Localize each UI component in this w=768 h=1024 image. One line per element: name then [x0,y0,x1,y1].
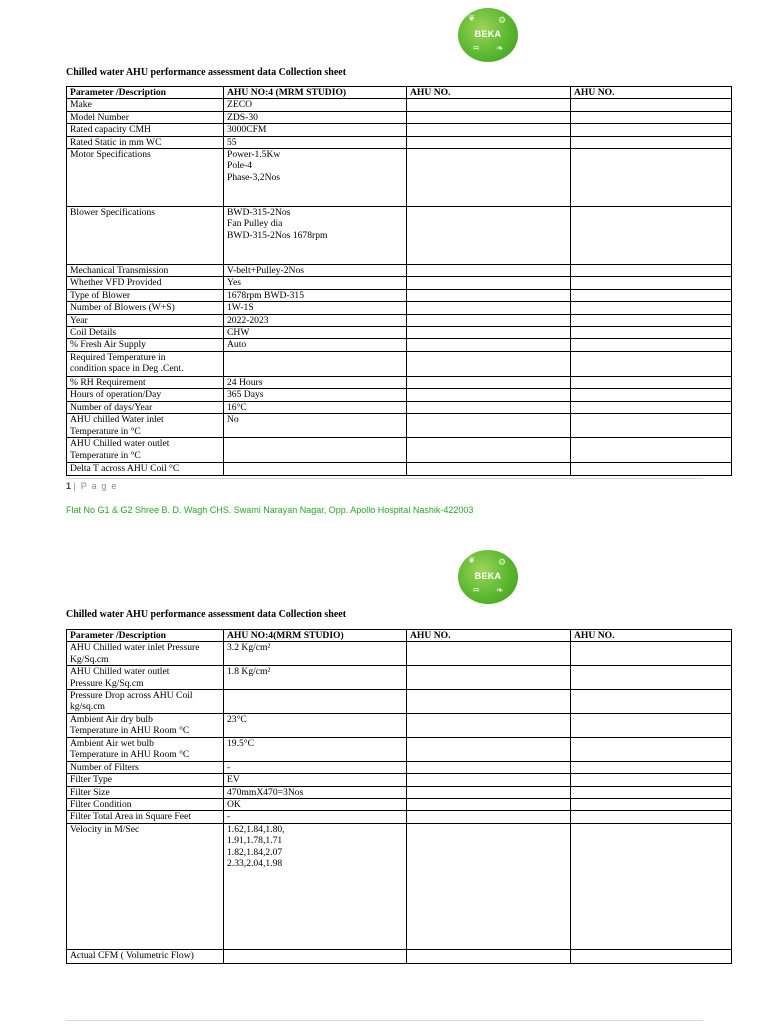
table-row [67,124,732,136]
empty-cell [407,438,571,463]
value-cell: No [224,414,407,438]
empty-cell [571,351,732,376]
table-row [67,463,732,475]
gear-icon: ⚙ [498,16,507,26]
table-row [67,811,732,823]
empty-cell [407,690,571,714]
column-header: Parameter /Description [67,630,224,642]
table-row [67,207,732,265]
table-row [67,314,732,326]
table-row [67,823,732,949]
value-cell: V-belt+Pulley-2Nos [224,265,407,277]
value-cell: ZECO [224,99,407,111]
empty-cell [571,713,732,737]
empty-cell [407,666,571,690]
value-cell [224,438,407,463]
table-row [67,277,732,289]
parameter-cell: Make [67,99,224,111]
column-header: Parameter /Description [67,87,224,99]
logo-text: BEKA [474,29,502,39]
table-row [67,302,732,314]
gear-icon: ⚙ [498,558,507,568]
table-row [67,99,732,111]
empty-cell [407,351,571,376]
empty-cell [407,149,571,207]
empty-cell [407,463,571,475]
value-cell [224,690,407,714]
beka-logo [458,8,518,62]
leaf-icon: ❦ [468,556,476,566]
value-cell: Yes [224,277,407,289]
table-row [67,289,732,301]
empty-cell [407,799,571,811]
empty-cell [407,265,571,277]
value-cell: CHW [224,327,407,339]
parameter-cell: Delta T across AHU Coil °C [67,463,224,475]
empty-cell [407,389,571,401]
parameter-cell: % RH Requirement [67,376,224,388]
empty-cell [407,111,571,123]
parameter-cell: Ambient Air wet bulb Temperature in AHU Room °C [67,737,224,761]
empty-cell [407,277,571,289]
parameter-cell: Motor Specifications [67,149,224,207]
empty-cell [571,314,732,326]
parameter-cell: Coil Details [67,327,224,339]
table-row [67,438,732,463]
value-cell: 3000CFM [224,124,407,136]
sheet-title: Chilled water AHU performance assessment data Collection sheet [66,67,347,78]
column-header: AHU NO. [571,630,732,642]
empty-cell [407,949,571,963]
value-cell [224,949,407,963]
page-label: | P a g e [73,481,118,491]
table-row [67,136,732,148]
table-row [67,327,732,339]
parameter-cell: Filter Total Area in Square Feet [67,811,224,823]
ahu-data-table-page1 [66,86,732,476]
parameter-cell: Number of Blowers (W+S) [67,302,224,314]
table-row [67,666,732,690]
value-cell: 365 Days [224,389,407,401]
footer-divider [66,478,703,479]
empty-cell [571,666,732,690]
value-cell: OK [224,799,407,811]
value-cell: 2022-2023 [224,314,407,326]
empty-cell [571,207,732,265]
empty-cell [407,761,571,773]
parameter-cell: AHU Chilled water inlet Pressure Kg/Sq.cm [67,642,224,666]
empty-cell [407,774,571,786]
parameter-cell: Ambient Air dry bulb Temperature in AHU Room °C [67,713,224,737]
empty-cell [571,99,732,111]
parameter-cell: Type of Blower [67,289,224,301]
empty-cell [407,327,571,339]
empty-cell [407,99,571,111]
column-header: AHU NO:4 (MRM STUDIO) [224,87,407,99]
parameter-cell: Rated capacity CMH [67,124,224,136]
empty-cell [571,642,732,666]
empty-cell [407,401,571,413]
empty-cell [407,642,571,666]
column-header: AHU NO. [407,630,571,642]
table-row [67,389,732,401]
column-header: AHU NO. [407,87,571,99]
table-row [67,713,732,737]
value-cell: - [224,761,407,773]
value-cell: 24 Hours [224,376,407,388]
empty-cell [571,289,732,301]
parameter-cell: Year [67,314,224,326]
empty-cell [571,463,732,475]
parameter-cell: Filter Type [67,774,224,786]
value-cell [224,351,407,376]
column-header: AHU NO:4(MRM STUDIO) [224,630,407,642]
parameter-cell: Hours of operation/Day [67,389,224,401]
empty-cell [571,401,732,413]
empty-cell [571,811,732,823]
empty-cell [571,136,732,148]
table-row [67,414,732,438]
empty-cell [407,314,571,326]
parameter-cell: Actual CFM ( Volumetric Flow) [67,949,224,963]
parameter-cell: Whether VFD Provided [67,277,224,289]
empty-cell [407,207,571,265]
table-row [67,376,732,388]
empty-cell [571,690,732,714]
table-row [67,949,732,963]
empty-cell [407,136,571,148]
value-cell: 470mmX470=3Nos [224,786,407,798]
empty-cell [571,823,732,949]
empty-cell [571,774,732,786]
parameter-cell: AHU Chilled water outlet Pressure Kg/Sq.cm [67,666,224,690]
parameter-cell: Model Number [67,111,224,123]
empty-cell [571,949,732,963]
drop-icon: ♒ [472,44,481,54]
parameter-cell: Velocity in M/Sec [67,823,224,949]
empty-cell [407,713,571,737]
table-header-row [67,87,732,99]
table-row [67,690,732,714]
sheet-title: Chilled water AHU performance assessment data Collection sheet [66,609,347,620]
empty-cell [571,799,732,811]
ahu-data-table-page2 [66,629,732,964]
table-row [67,737,732,761]
value-cell [224,463,407,475]
page-footer [66,481,118,491]
value-cell: 23°C [224,713,407,737]
table-row [67,351,732,376]
value-cell: 19.5°C [224,737,407,761]
empty-cell [571,376,732,388]
parameter-cell: Number of Filters [67,761,224,773]
empty-cell [571,277,732,289]
empty-cell [571,327,732,339]
table-row [67,339,732,351]
table-header-row [67,630,732,642]
value-cell: 3.2 Kg/cm² [224,642,407,666]
table-row [67,774,732,786]
company-address: Flat No G1 & G2 Shree B. D. Wagh CHS. Swami Narayan Nagar, Opp. Apollo Hospital Nashik-422003 [66,505,474,515]
leaf-icon: ❦ [468,14,476,24]
table-row [67,642,732,666]
empty-cell [571,414,732,438]
drop-icon: ♒ [472,586,481,596]
empty-cell [407,786,571,798]
parameter-cell: AHU Chilled water outlet Temperature in °C [67,438,224,463]
table-row [67,265,732,277]
empty-cell [407,414,571,438]
empty-cell [407,124,571,136]
empty-cell [571,149,732,207]
value-cell: 1.8 Kg/cm² [224,666,407,690]
empty-cell [407,289,571,301]
empty-cell [571,111,732,123]
value-cell: ZDS-30 [224,111,407,123]
empty-cell [407,339,571,351]
table-row [67,799,732,811]
empty-cell [407,737,571,761]
leaf-icon: ❧ [496,586,504,596]
parameter-cell: AHU chilled Water inlet Temperature in °C [67,414,224,438]
beka-logo [458,550,518,604]
parameter-cell: % Fresh Air Supply [67,339,224,351]
value-cell: 1.62,1.84,1.80, 1.91,1.78,1.71 1.82,1.84,2.07 2.33,2.04,1.98 [224,823,407,949]
parameter-cell: Blower Specifications [67,207,224,265]
empty-cell [571,265,732,277]
value-cell: 1W-1S [224,302,407,314]
table-row [67,149,732,207]
parameter-cell: Number of days/Year [67,401,224,413]
value-cell: BWD-315-2Nos Fan Pulley dia BWD-315-2Nos 1678rpm [224,207,407,265]
footer-divider [66,1020,703,1021]
empty-cell [571,339,732,351]
leaf-icon: ❧ [496,44,504,54]
empty-cell [407,811,571,823]
parameter-cell: Filter Condition [67,799,224,811]
empty-cell [407,376,571,388]
empty-cell [571,438,732,463]
empty-cell [571,389,732,401]
table-row [67,111,732,123]
empty-cell [571,124,732,136]
parameter-cell: Pressure Drop across AHU Coil kg/sq.cm [67,690,224,714]
parameter-cell: Rated Static in mm WC [67,136,224,148]
table-row [67,761,732,773]
value-cell: EV [224,774,407,786]
value-cell: 55 [224,136,407,148]
column-header: AHU NO. [571,87,732,99]
parameter-cell: Mechanical Transmission [67,265,224,277]
parameter-cell: Required Temperature in condition space in Deg .Cent. [67,351,224,376]
empty-cell [407,823,571,949]
table-row [67,401,732,413]
empty-cell [407,302,571,314]
value-cell: 1678rpm BWD-315 [224,289,407,301]
empty-cell [571,737,732,761]
table-row [67,786,732,798]
empty-cell [571,302,732,314]
parameter-cell: Filter Size [67,786,224,798]
logo-text: BEKA [474,571,502,581]
value-cell: - [224,811,407,823]
empty-cell [571,761,732,773]
empty-cell [571,786,732,798]
page-number: 1 [66,481,72,491]
value-cell: 16°C [224,401,407,413]
value-cell: Power-1.5Kw Pole-4 Phase-3,2Nos [224,149,407,207]
value-cell: Auto [224,339,407,351]
